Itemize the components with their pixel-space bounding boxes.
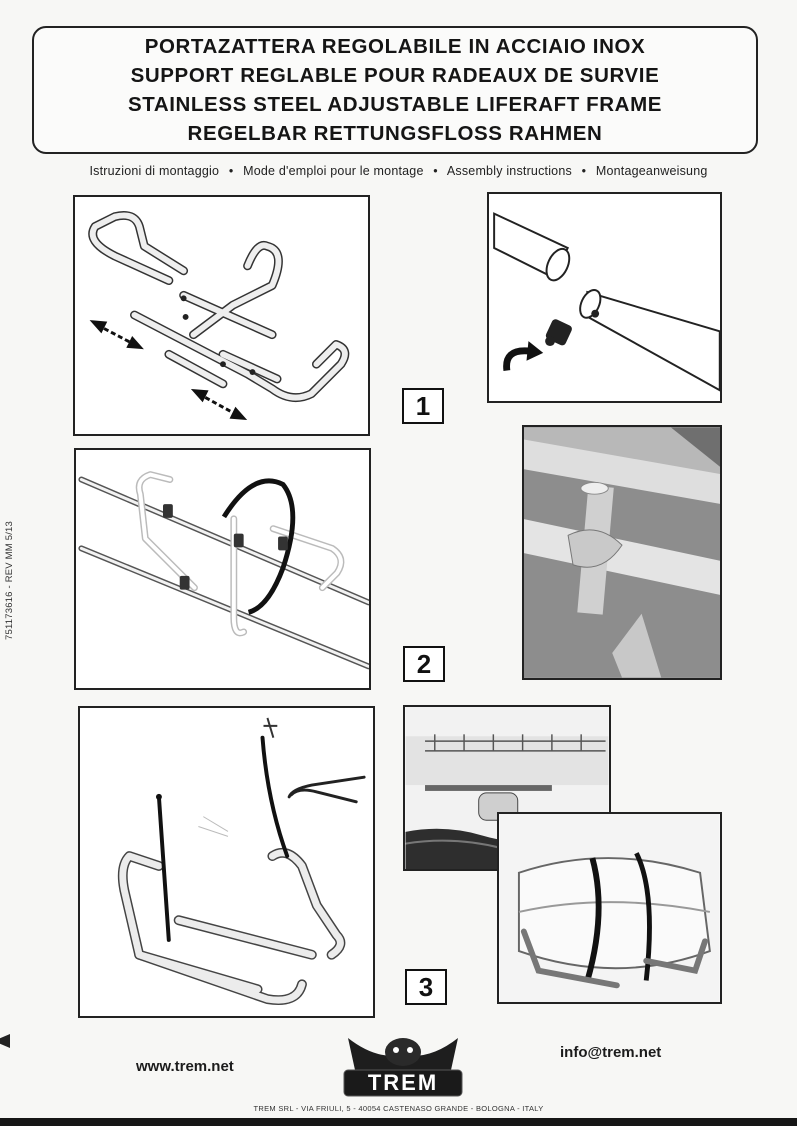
- page-edge-mark: [0, 1034, 10, 1048]
- illustration-frame-parts: [73, 195, 370, 436]
- email-link[interactable]: info@trem.net: [560, 1044, 662, 1061]
- instructions-french: Mode d'emploi pour le montage: [243, 164, 424, 178]
- instructions-italian: Istruzioni di montaggio: [89, 164, 220, 178]
- bullet-separator: •: [228, 164, 234, 178]
- bullet-separator: •: [581, 164, 587, 178]
- title-english: STAINLESS STEEL ADJUSTABLE LIFERAFT FRAME: [127, 93, 663, 116]
- instructions-german: Montageanweisung: [595, 164, 708, 178]
- illustration-strap-tensioning: [78, 706, 375, 1018]
- company-address: TREM SRL - VIA FRIULI, 5 - 40054 CASTENASO GRANDE - BOLOGNA - ITALY: [253, 1104, 544, 1113]
- clamp-photo: [524, 427, 720, 678]
- bottom-border: [0, 1118, 797, 1126]
- step-number-1: 1: [402, 388, 444, 424]
- bullet-separator: •: [433, 164, 438, 178]
- step-number-2: 2: [403, 646, 445, 682]
- photo-clamp-detail: [522, 425, 722, 680]
- website-link[interactable]: www.trem.net: [136, 1058, 234, 1075]
- instructions-english: Assembly instructions: [446, 164, 572, 178]
- instructions-line: [0, 164, 797, 178]
- strap-mounting-drawing: [76, 450, 369, 688]
- title-german: REGELBAR RETTUNGSFLOSS RAHMEN: [187, 122, 603, 145]
- illustration-connector-detail: [487, 192, 722, 403]
- step-number-3: 3: [405, 969, 447, 1005]
- document-code: 751173616 - REV MM 5/13: [4, 520, 15, 640]
- liferaft-photo: [499, 814, 720, 1002]
- frame-parts-drawing: [75, 197, 368, 434]
- title-italian: PORTAZATTERA REGOLABILE IN ACCIAIO INOX: [144, 35, 646, 58]
- title-french: SUPPORT REGLABLE POUR RADEAUX DE SURVIE: [130, 64, 660, 87]
- connector-drawing: [489, 194, 720, 401]
- illustration-strap-mounting: [74, 448, 371, 690]
- trem-logo: [336, 1030, 470, 1100]
- svg-text:TREM: TREM: [367, 1070, 439, 1095]
- strap-tensioning-drawing: [80, 708, 373, 1016]
- photo-liferaft-on-frame: [497, 812, 722, 1004]
- title-box: [32, 26, 758, 154]
